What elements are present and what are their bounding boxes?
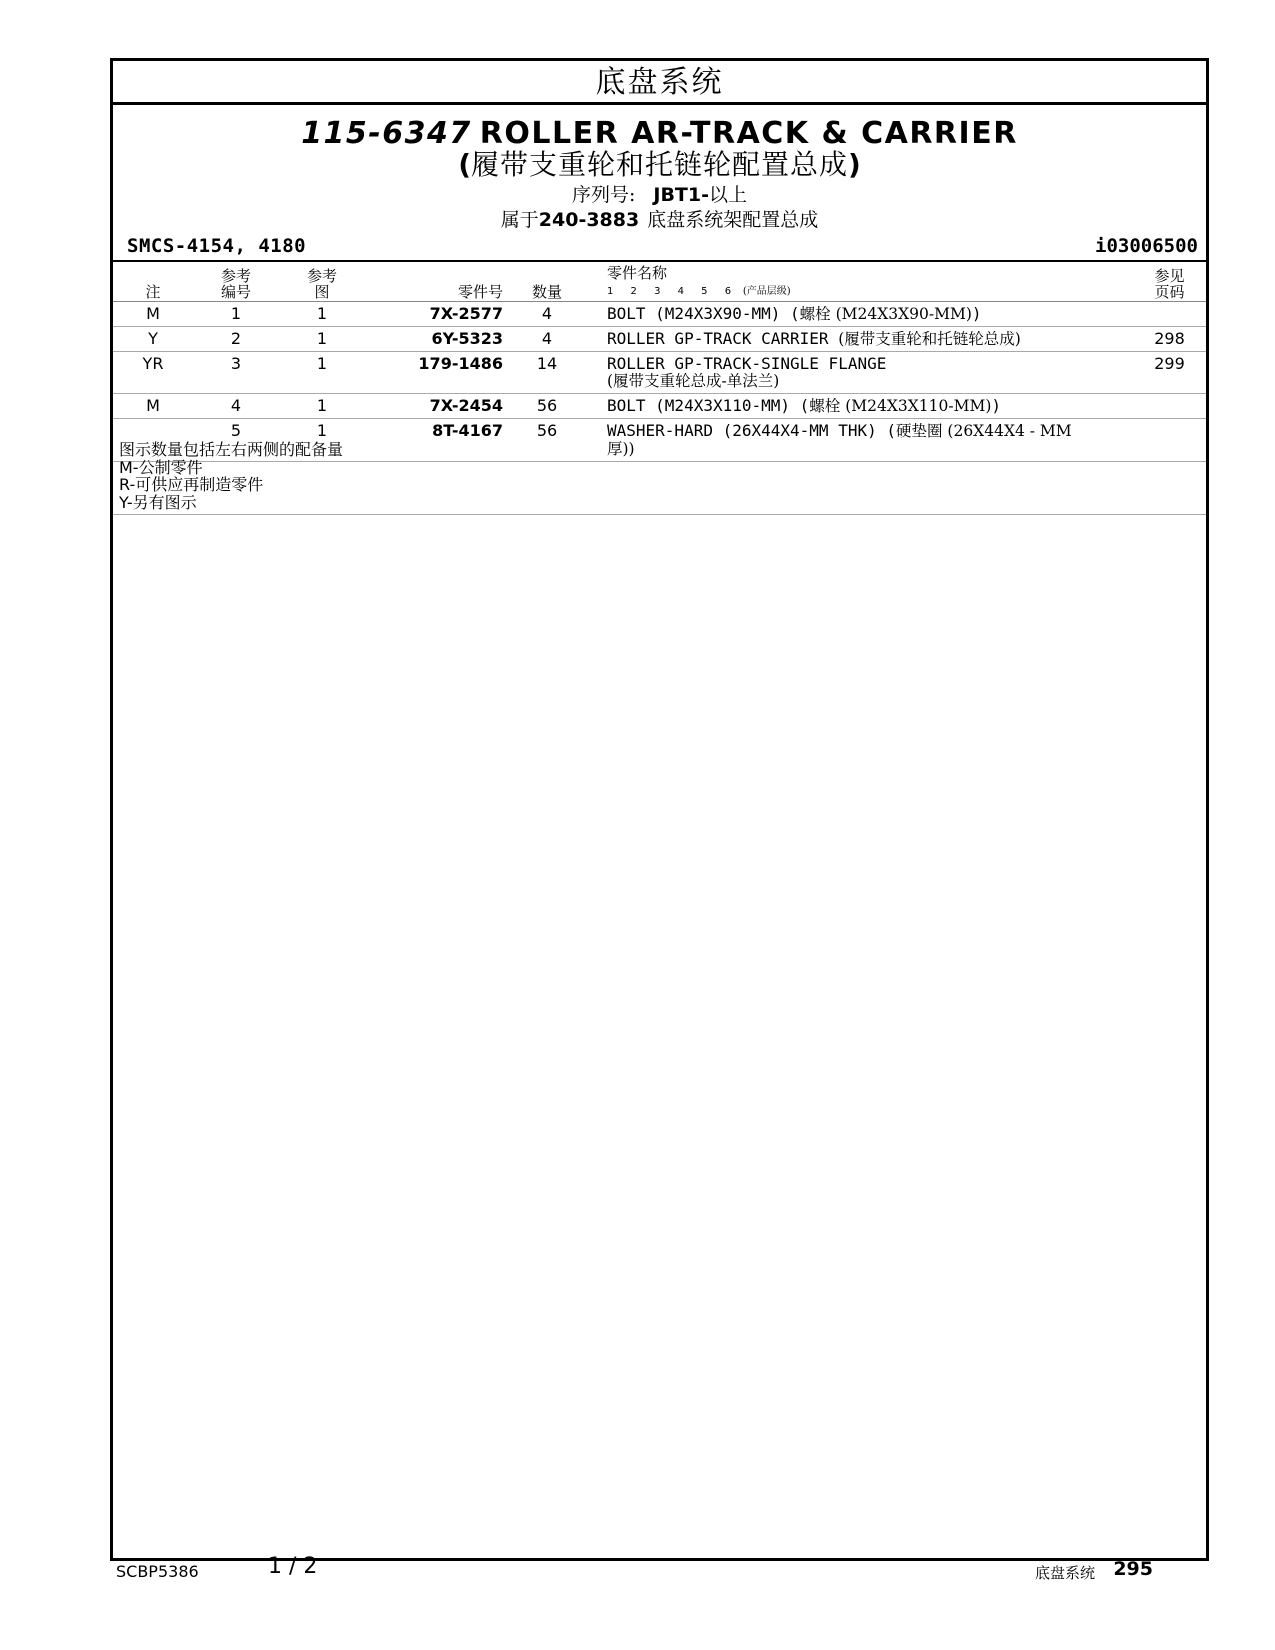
note-line xyxy=(119,441,1206,459)
row-page xyxy=(1133,394,1206,419)
parent-description: 底盘系统架配置总成 xyxy=(647,209,819,231)
page-line1: 参见 xyxy=(1154,267,1185,285)
ref-no-line1: 参考 xyxy=(220,267,251,285)
col-header-name xyxy=(583,262,1133,302)
row-qty: 14 xyxy=(511,352,583,394)
row-part-number[interactable]: 8T-4167 xyxy=(365,419,511,462)
parent-prefix: 属于 xyxy=(500,209,539,231)
levels-label: 1 2 3 4 5 6 xyxy=(607,286,739,297)
title-block xyxy=(113,117,1206,233)
col-header-page xyxy=(1133,262,1206,302)
page-frame xyxy=(110,58,1209,1561)
col-header-qty: 数量 xyxy=(511,262,583,302)
row-qty: 4 xyxy=(511,302,583,327)
note-line xyxy=(119,476,1206,494)
open-paren: ( xyxy=(458,148,471,181)
desc-line2: (履带支重轮总成-单法兰) xyxy=(607,372,780,390)
row-page-link[interactable]: 298 xyxy=(1133,327,1206,352)
name-label: 零件名称 xyxy=(607,264,668,282)
row-fig: 1 xyxy=(279,302,365,327)
footer-page-of: 1 / 2 xyxy=(268,1554,318,1579)
desc-end: ) xyxy=(991,396,1002,415)
serial-value: JBT1- xyxy=(653,184,709,206)
desc-zh: 螺栓 (M24X3X90-MM) xyxy=(799,305,972,323)
section-title: 底盘系统 xyxy=(113,61,1206,105)
smcs-code: SMCS-4154, 4180 xyxy=(127,235,307,257)
legend-notes xyxy=(113,441,1206,515)
footer-doc-number: SCBP5386 xyxy=(116,1562,199,1581)
col-header-ref-no xyxy=(193,262,279,302)
note-text: 图示数量包括左右两侧的配备量 xyxy=(119,440,344,459)
footer-page-number: 295 xyxy=(1113,1558,1153,1580)
desc-en: BOLT (M24X3X90-MM) ( xyxy=(607,304,800,323)
note-code: R- xyxy=(119,475,136,494)
note-code: Y- xyxy=(119,492,133,512)
illustration-id: i03006500 xyxy=(1095,235,1198,257)
table-header-row xyxy=(113,262,1206,302)
parts-table xyxy=(113,262,1206,462)
desc-en: ROLLER GP-TRACK-SINGLE FLANGE xyxy=(607,354,887,373)
assembly-name-zh: 履带支重轮和托链轮配置总成 xyxy=(470,148,848,181)
row-note: M xyxy=(113,394,193,419)
parent-part-number: 240-3883 xyxy=(538,209,640,231)
row-description xyxy=(583,302,1133,327)
row-fig: 1 xyxy=(279,352,365,394)
footer-section: 底盘系统 xyxy=(1034,1564,1095,1582)
page-line2: 页码 xyxy=(1154,283,1185,301)
row-part-number[interactable]: 7X-2577 xyxy=(365,302,511,327)
row-part-number[interactable]: 179-1486 xyxy=(365,352,511,394)
serial-number-line xyxy=(113,183,1206,207)
row-ref: 4 xyxy=(193,394,279,419)
row-note: M xyxy=(113,302,193,327)
desc-end: ) xyxy=(971,304,982,323)
row-description xyxy=(583,327,1133,352)
row-note: YR xyxy=(113,352,193,394)
serial-suffix: 以上 xyxy=(709,184,748,206)
row-fig: 1 xyxy=(279,327,365,352)
assembly-name-en: ROLLER AR-TRACK & CARRIER xyxy=(479,116,1018,151)
fig-line2: 图 xyxy=(314,283,330,301)
desc-zh: 螺栓 (M24X3X110-MM) xyxy=(809,397,992,415)
close-paren: ) xyxy=(848,148,861,181)
row-description xyxy=(583,352,1133,394)
assembly-part-number: 115-6347 xyxy=(301,116,472,151)
row-qty: 4 xyxy=(511,327,583,352)
table-row xyxy=(113,394,1206,419)
serial-label: 序列号: xyxy=(571,184,636,206)
note-text: 可供应再制造零件 xyxy=(135,475,264,494)
desc-line2: 厚)) xyxy=(607,440,635,458)
table-row xyxy=(113,302,1206,327)
row-note: Y xyxy=(113,327,193,352)
row-part-number[interactable]: 7X-2454 xyxy=(365,394,511,419)
levels-note: (产品层级) xyxy=(742,286,791,297)
parent-assembly-line xyxy=(113,207,1206,233)
desc-en: BOLT (M24X3X110-MM) ( xyxy=(607,396,810,415)
desc-zh: 硬垫圈 (26X44X4 - MM xyxy=(895,422,1072,440)
assembly-title xyxy=(113,117,1206,151)
col-header-note: 注 xyxy=(113,262,193,302)
note-line xyxy=(119,459,1206,477)
table-row xyxy=(113,327,1206,352)
row-qty: 56 xyxy=(511,419,583,462)
row-part-number[interactable]: 6Y-5323 xyxy=(365,327,511,352)
table-row xyxy=(113,352,1206,394)
col-header-part-no: 零件号 xyxy=(365,262,511,302)
row-fig: 1 xyxy=(279,394,365,419)
row-ref: 3 xyxy=(193,352,279,394)
assembly-title-zh xyxy=(113,149,1206,181)
desc-en: ROLLER GP-TRACK CARRIER xyxy=(607,329,839,348)
row-page-link[interactable]: 299 xyxy=(1133,352,1206,394)
row-description xyxy=(583,394,1133,419)
row-ref: 1 xyxy=(193,302,279,327)
desc-en: WASHER-HARD (26X44X4-MM THK) ( xyxy=(607,421,896,440)
row-qty: 56 xyxy=(511,394,583,419)
ref-no-line2: 编号 xyxy=(220,283,251,301)
row-fig: 1 xyxy=(279,419,365,462)
row-page xyxy=(1133,302,1206,327)
note-text: 公制零件 xyxy=(138,457,203,477)
row-ref: 5 xyxy=(193,419,279,462)
note-code: M- xyxy=(119,457,139,477)
row-ref: 2 xyxy=(193,327,279,352)
col-header-fig xyxy=(279,262,365,302)
desc-zh: (履带支重轮和托链轮总成) xyxy=(838,330,1021,348)
note-line xyxy=(119,494,1206,512)
fig-line1: 参考 xyxy=(306,267,337,285)
note-text: 另有图示 xyxy=(132,492,197,512)
